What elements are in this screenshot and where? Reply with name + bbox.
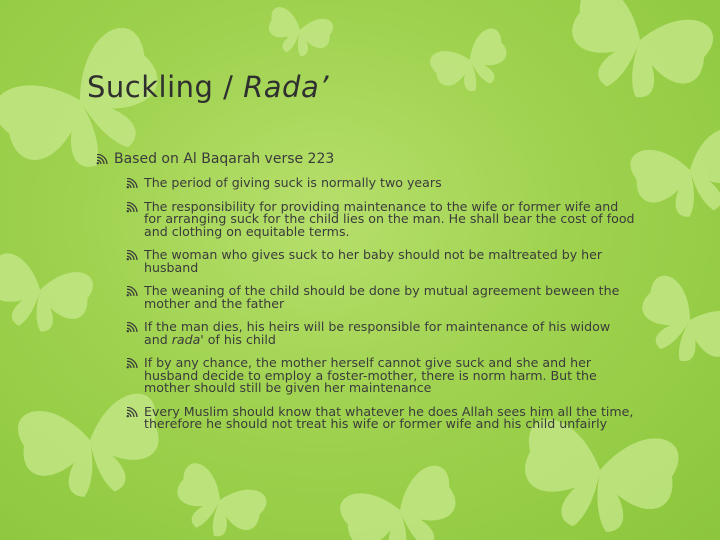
sub-bullet xyxy=(96,285,636,310)
sub-bullet-text: The weaning of the child should be done by mutual agreement beween the mother and the father xyxy=(144,283,620,311)
sub-bullet-text-post: of his child xyxy=(203,331,276,347)
butterfly-icon xyxy=(263,5,335,62)
sub-bullet-text xyxy=(144,319,610,347)
butterfly-icon xyxy=(556,0,718,115)
wifi-signal-icon xyxy=(126,407,139,418)
sub-bullet xyxy=(96,177,636,190)
wifi-signal-icon xyxy=(126,322,139,333)
page-title xyxy=(87,70,329,104)
sub-bullet-text-italic: rada' xyxy=(171,331,204,347)
sub-bullet xyxy=(96,403,636,431)
title-italic: Rada’ xyxy=(243,70,329,104)
wifi-signal-icon xyxy=(126,250,139,261)
butterfly-icon xyxy=(515,416,681,540)
sub-bullet xyxy=(96,321,636,346)
butterfly-icon xyxy=(427,25,517,103)
butterfly-icon xyxy=(627,125,720,228)
sub-bullet-text-pre: If the man dies, his heirs will be responsible for maintenance of his widow and xyxy=(144,319,611,347)
sub-bullet xyxy=(96,357,636,395)
sub-bullet-text: The period of giving suck is normally two years xyxy=(144,175,442,190)
wifi-signal-icon xyxy=(126,202,139,213)
sub-bullet xyxy=(96,198,636,239)
bullet-list xyxy=(96,151,636,431)
sub-bullet-text: The responsibility for providing maintenance to the wife or former wife and for arranging suck for the child lies on the man. He shall bear the cost of food and clothing on equitable terms. xyxy=(144,198,635,239)
sub-bullet-text: If by any chance, the mother herself cannot give suck and she and her husband decide to employ a foster-mother, there is norm harm. But the mother should still be given her maintenance xyxy=(144,355,597,395)
wifi-signal-icon xyxy=(126,178,139,189)
wifi-signal-icon xyxy=(126,286,139,297)
butterfly-icon xyxy=(336,462,469,540)
sub-bullet-text: The woman who gives suck to her baby should not be maltreated by her husband xyxy=(144,247,603,275)
butterfly-icon xyxy=(0,250,96,341)
sub-bullet xyxy=(96,249,636,274)
wifi-signal-icon xyxy=(96,154,109,165)
butterfly-icon xyxy=(165,460,270,540)
sub-bullet-text: Every Muslim should know that whatever he does Allah sees him all the time, therefore he should not treat his wife or former wife and his child unfairly xyxy=(144,403,634,431)
title-text: Suckling / xyxy=(87,70,244,104)
butterfly-icon xyxy=(626,271,720,380)
main-bullet xyxy=(96,151,636,167)
wifi-signal-icon xyxy=(126,358,139,369)
main-bullet-text: Based on Al Baqarah verse 223 xyxy=(114,151,335,167)
